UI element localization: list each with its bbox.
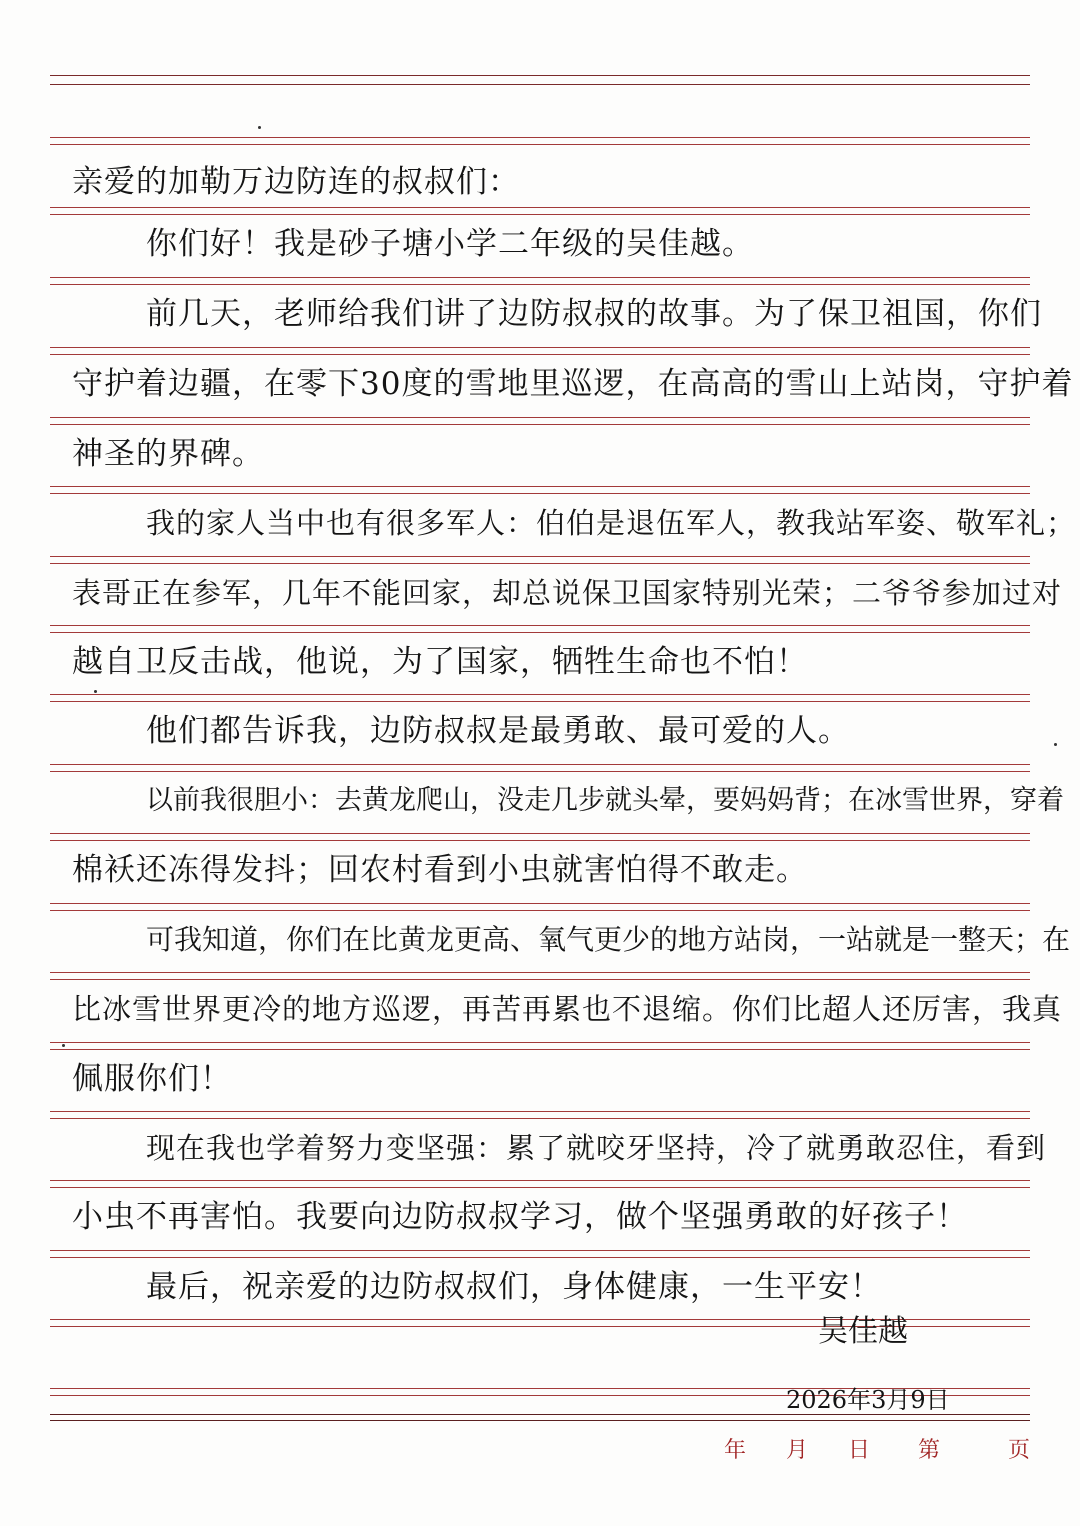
bottom-rule	[50, 1420, 1030, 1421]
ruled-line	[50, 1118, 1030, 1119]
letter-greeting: 亲爱的加勒万边防连的叔叔们：	[72, 164, 520, 200]
ruled-line	[50, 1257, 1030, 1258]
ruled-line	[50, 694, 1030, 695]
ruled-line	[50, 701, 1030, 702]
ruled-line	[50, 903, 1030, 904]
letter-closing: 最后，祝亲爱的边防叔叔们，身体健康，一生平安！	[146, 1269, 882, 1305]
letter-line: 棉袄还冻得发抖；回农村看到小虫就害怕得不敢走。	[72, 852, 808, 888]
ink-speck	[1054, 743, 1057, 746]
ruled-line	[50, 1187, 1030, 1188]
ruled-line	[50, 771, 1030, 772]
letter-line: 表哥正在参军，几年不能回家，却总说保卫国家特别光荣；二爷爷参加过对	[72, 576, 1063, 610]
letter-line: 比冰雪世界更冷的地方巡逻，再苦再累也不退缩。你们比超人还厉害，我真	[72, 992, 1063, 1026]
ruled-line	[50, 625, 1030, 626]
letter-line: 小虫不再害怕。我要向边防叔叔学习，做个坚强勇敢的好孩子！	[72, 1199, 968, 1235]
letter-line: 前几天，老师给我们讲了边防叔叔的故事。为了保卫祖国，你们	[146, 296, 1042, 332]
footer-page-prefix: 第	[918, 1438, 941, 1463]
ruled-line	[50, 910, 1030, 911]
letter-line: 可我知道，你们在比黄龙更高、氧气更少的地方站岗，一站就是一整天；在	[146, 923, 1071, 956]
letter-line: 越自卫反击战，他说，为了国家，牺牲生命也不怕！	[72, 644, 808, 680]
ruled-line	[50, 486, 1030, 487]
ruled-line	[50, 556, 1030, 557]
ruled-line	[50, 1250, 1030, 1251]
ruled-line	[50, 1042, 1030, 1043]
ruled-line	[50, 137, 1030, 138]
ruled-line	[50, 1111, 1030, 1112]
letter-line: 我的家人当中也有很多军人：伯伯是退伍军人，教我站军姿、敬军礼；	[146, 506, 1077, 540]
footer-month: 月	[786, 1438, 809, 1463]
footer-page-suffix: 页	[1008, 1438, 1031, 1463]
ink-speck	[62, 1044, 65, 1047]
ruled-line	[50, 833, 1030, 834]
top-rule	[50, 75, 1030, 76]
ruled-line	[50, 277, 1030, 278]
ruled-line	[50, 972, 1030, 973]
letter-line: 守护着边疆，在零下30度的雪地里巡逻，在高高的雪山上站岗，守护着	[72, 366, 1074, 402]
ruled-line	[50, 493, 1030, 494]
letter-date: 2026年3月9日	[786, 1386, 950, 1414]
ruled-line	[50, 424, 1030, 425]
ruled-line	[50, 284, 1030, 285]
ruled-line	[50, 840, 1030, 841]
letter-line: 神圣的界碑。	[72, 436, 264, 472]
ruled-line	[50, 214, 1030, 215]
ruled-line	[50, 347, 1030, 348]
footer-year: 年	[724, 1438, 747, 1463]
ruled-line	[50, 144, 1030, 145]
ink-speck	[258, 126, 261, 129]
ruled-line	[50, 1049, 1030, 1050]
ruled-line	[50, 979, 1030, 980]
ruled-line	[50, 207, 1030, 208]
ink-speck	[94, 690, 97, 693]
ruled-line	[50, 354, 1030, 355]
ruled-line	[50, 632, 1030, 633]
letter-line: 以前我很胆小：去黄龙爬山，没走几步就头晕，要妈妈背；在冰雪世界，穿着	[146, 785, 1064, 816]
ruled-line	[50, 417, 1030, 418]
footer-day: 日	[848, 1438, 871, 1463]
signature: 吴佳越	[818, 1314, 908, 1349]
ruled-line	[50, 764, 1030, 765]
ruled-line	[50, 563, 1030, 564]
letter-line: 你们好！我是砂子塘小学二年级的吴佳越。	[146, 226, 754, 262]
letter-line: 现在我也学着努力变坚强：累了就咬牙坚持，冷了就勇敢忍住，看到	[146, 1131, 1047, 1165]
ruled-line	[50, 1180, 1030, 1181]
top-rule	[50, 84, 1030, 85]
letter-line: 他们都告诉我，边防叔叔是最勇敢、最可爱的人。	[146, 713, 850, 749]
letter-line: 佩服你们！	[72, 1061, 232, 1097]
